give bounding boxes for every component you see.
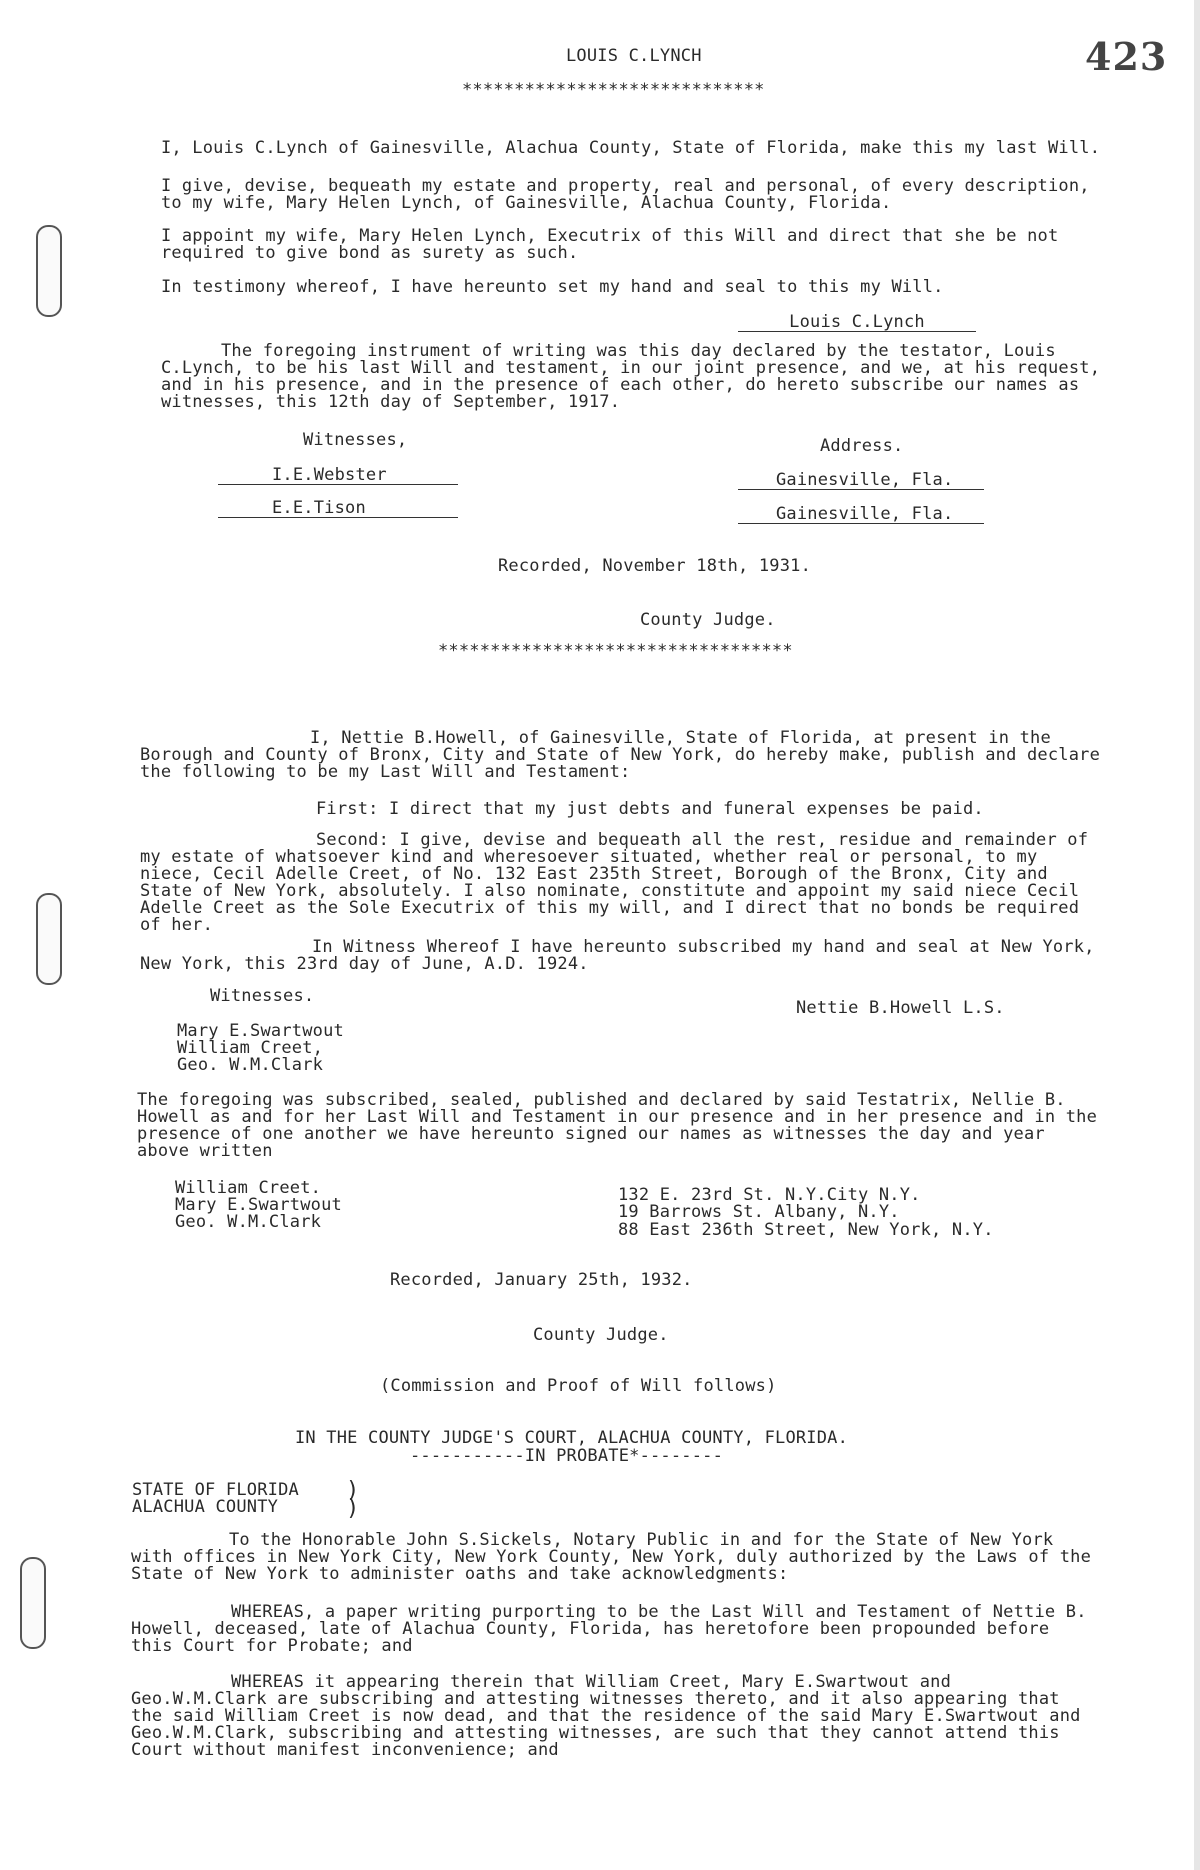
commission-whereas-2: WHEREAS it appearing therein that William Creet, Mary E.Swartwout and Geo.W.M.Clark are subscribing and attesting witnesses thereto, and it also appearing that the said William Creet is now dead, and that the residence of the said Mary E.Swartwout and Geo.W.M.Clark, subscribing and attesting witnesses, are such that they cannot attend this Court without manifest inconvenience; and bbox=[131, 1672, 1081, 1760]
will1-executrix: I appoint my wife, Mary Helen Lynch, Executrix of this Will and direct that she be not required to give bond as surety as such. bbox=[161, 226, 1059, 263]
will1-witness-name: I.E.Webster bbox=[218, 467, 458, 485]
binder-hole-bottom bbox=[20, 1557, 46, 1649]
will2-witness-name: William Creet, bbox=[177, 1038, 324, 1058]
will1-declaration: I, Louis C.Lynch of Gainesville, Alachua County, State of Florida, make this my last Will. bbox=[161, 138, 1101, 158]
will1-witness-row bbox=[218, 500, 458, 518]
will2-witness-name: Mary E.Swartwout bbox=[177, 1021, 344, 1041]
separator-stars: ********************************** bbox=[438, 641, 793, 661]
separator-stars: ***************************** bbox=[462, 80, 765, 100]
will1-signature-line bbox=[738, 314, 976, 332]
will1-attestation: The foregoing instrument of writing was this day declared by the testator, Louis C.Lynch, to be his last Will and testament, in our joint presence, and we, at his request, and in his presence, and in the presence of each other, do hereto subscribe our names as witnesses, this 12th day of September, 1917. bbox=[161, 341, 1101, 412]
will1-address-row bbox=[738, 506, 984, 524]
will1-address: Gainesville, Fla. bbox=[738, 506, 984, 524]
document-title: LOUIS C.LYNCH bbox=[566, 46, 702, 66]
commission-follows-note: (Commission and Proof of Will follows) bbox=[380, 1376, 777, 1396]
page-number: 423 bbox=[1085, 34, 1168, 79]
will1-testimony: In testimony whereof, I have hereunto set my hand and seal to this my Will. bbox=[161, 277, 944, 297]
will1-county-judge: County Judge. bbox=[640, 610, 776, 630]
will1-witness-row bbox=[218, 467, 458, 485]
will2-witness-name: Mary E.Swartwout bbox=[175, 1195, 342, 1215]
will2-witness-name: Geo. W.M.Clark bbox=[175, 1212, 322, 1232]
binder-hole-top bbox=[36, 225, 62, 317]
page-edge bbox=[1194, 0, 1200, 1870]
will2-first-clause: First: I direct that my just debts and funeral expenses be paid. bbox=[316, 799, 984, 819]
binder-hole-middle bbox=[36, 893, 62, 985]
will2-second-clause: Second: I give, devise and bequeath all the rest, residue and remainder of my estate of whatsoever kind and wheresoever situated, whether real or personal, to my niece, Cecil Adelle Creet, of No. 132 East 235th Street, Borough of the Bronx, City and State of New York, absolutely. I also nominate, constitute and appoint my said niece Cecil Adelle Creet as the Sole Executrix of this my will, and I direct that no bonds be required of her. bbox=[140, 830, 1089, 935]
will1-address-row bbox=[738, 472, 984, 490]
will2-witness-address: 132 E. 23rd St. N.Y.City N.Y. bbox=[618, 1185, 921, 1205]
venue-brace: ) bbox=[346, 1496, 360, 1521]
court-heading: IN THE COUNTY JUDGE'S COURT, ALACHUA COUNTY, FLORIDA. bbox=[295, 1428, 849, 1448]
will2-witness-name: Geo. W.M.Clark bbox=[177, 1055, 324, 1075]
will1-address: Gainesville, Fla. bbox=[738, 472, 984, 490]
will2-recorded: Recorded, January 25th, 1932. bbox=[390, 1270, 693, 1290]
venue-state: STATE OF FLORIDA bbox=[132, 1480, 299, 1500]
will2-witnesses-label: Witnesses. bbox=[210, 986, 315, 1006]
commission-address: To the Honorable John S.Sickels, Notary Public in and for the State of New York with offices in New York City, New York County, New York, duly authorized by the Laws of the State of New York to administer oaths and take acknowledgments: bbox=[131, 1530, 1092, 1584]
will1-bequest: I give, devise, bequeath my estate and property, real and personal, of every description, to my wife, Mary Helen Lynch, of Gainesville, Alachua County, Florida. bbox=[161, 176, 1090, 213]
will1-recorded: Recorded, November 18th, 1931. bbox=[498, 556, 812, 576]
will2-witness-address: 88 East 236th Street, New York, N.Y. bbox=[618, 1220, 994, 1240]
will2-intro: I, Nettie B.Howell, of Gainesville, State of Florida, at present in the Borough and County of Bronx, City and State of New York, do hereby make, publish and declare the following to be my Last Will and Testament: bbox=[140, 728, 1101, 782]
venue-brace: ) bbox=[346, 1478, 360, 1503]
will1-address-label: Address. bbox=[820, 436, 904, 456]
will1-witnesses-label: Witnesses, bbox=[303, 430, 408, 450]
will2-attestation: The foregoing was subscribed, sealed, published and declared by said Testatrix, Nellie B. Howell as and for her Last Will and Testament in our presence and in her presence and in the presence of one another we have hereunto signed our names as witnesses the day and year above written bbox=[137, 1090, 1098, 1161]
venue-county: ALACHUA COUNTY bbox=[132, 1497, 279, 1517]
will1-signature: Louis C.Lynch bbox=[738, 314, 976, 332]
will2-witness-clause: In Witness Whereof I have hereunto subscribed my hand and seal at New York, New York, this 23rd day of June, A.D. 1924. bbox=[140, 937, 1095, 974]
will2-witness-name: William Creet. bbox=[175, 1178, 322, 1198]
commission-whereas-1: WHEREAS, a paper writing purporting to be the Last Will and Testament of Nettie B. Howell, deceased, late of Alachua County, Florida, has heretofore been propounded before this Court for Probate; and bbox=[131, 1602, 1087, 1656]
will2-signature: Nettie B.Howell L.S. bbox=[796, 998, 1005, 1018]
will2-county-judge: County Judge. bbox=[533, 1325, 669, 1345]
will1-witness-name: E.E.Tison bbox=[218, 500, 458, 518]
probate-heading: -----------IN PROBATE*-------- bbox=[410, 1446, 724, 1466]
will2-witness-address: 19 Barrows St. Albany, N.Y. bbox=[618, 1202, 900, 1222]
